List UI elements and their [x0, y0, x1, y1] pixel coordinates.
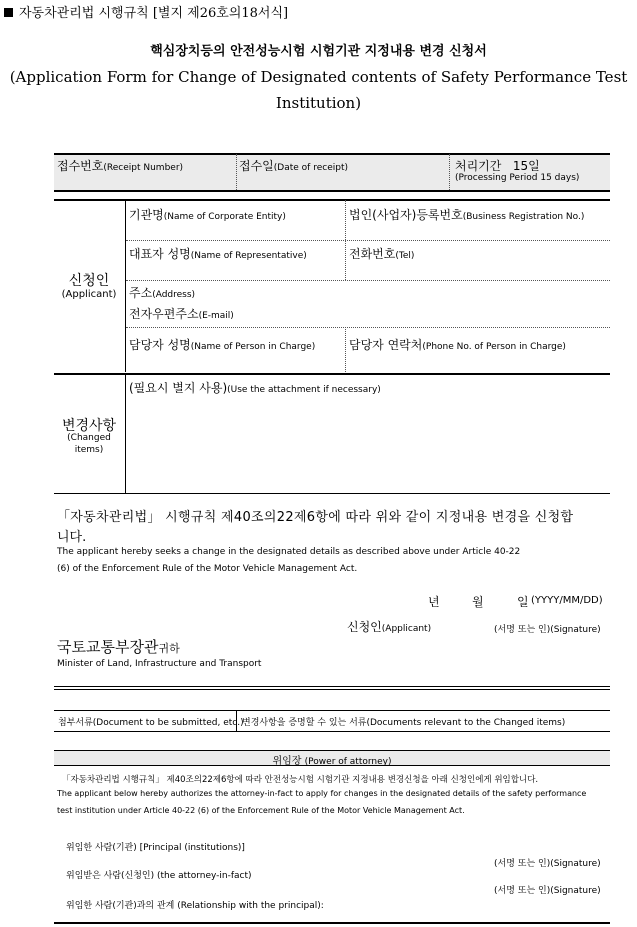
address-field[interactable]: 주소(Address)	[129, 286, 196, 300]
person-in-charge-field[interactable]: 담당자 성명(Name of Person in Charge)	[129, 338, 316, 352]
tel-field[interactable]: 전화번호(Tel)	[349, 247, 415, 261]
person-phone-field[interactable]: 담당자 연락처(Phone No. of Person in Charge)	[349, 338, 566, 352]
business-registration-field[interactable]: 법인(사업자)등록번호(Business Registration No.)	[349, 208, 585, 222]
receipt-number-label: 접수번호(Receipt Number)	[57, 159, 184, 173]
representative-name-field[interactable]: 대표자 성명(Name of Representative)	[129, 247, 307, 261]
form-reference: 자동차관리법 시행규칙 [별지 제26호의18서식]	[4, 2, 288, 21]
recipient-en: Minister of Land, Infrastructure and Transport	[57, 659, 262, 669]
changes-section-label-en1: (Changed	[67, 433, 111, 443]
poa-relationship: 위임한 사람(기관)과의 관계 (Relationship with the principal):	[66, 901, 324, 911]
year-label: 년	[428, 595, 440, 609]
declaration-korean-line2: 니다.	[57, 530, 87, 545]
changes-section-label-en2: items)	[74, 445, 104, 455]
square-bullet-icon	[4, 8, 13, 17]
day-label: 일	[517, 595, 529, 609]
poa-principal: 위임한 사람(기관) [Principal (institutions)]	[66, 843, 245, 853]
title-english-line1: (Application Form for Change of Designated contents of Safety Performance Test	[9, 68, 628, 86]
month-label: 월	[472, 595, 484, 609]
attorney-signature-field[interactable]: (서명 또는 인)(Signature)	[494, 886, 601, 896]
poa-korean-text: 「자동차관리법 시행규칙」 제40조의22제6항에 따라 안전성능시험 시험기관 지정내용 변경신청을 아래 신청인에게 위임합니다.	[62, 775, 539, 785]
attachments-required-docs: 변경사항을 증명할 수 있는 서류(Documents relevant to the Changed items)	[242, 718, 566, 728]
poa-english-line2: test institution under Article 40-22 (6) of the Enforcement Rule of the Motor Vehicle Management Act.	[57, 806, 465, 815]
processing-period-label: 처리기간 15일	[455, 159, 540, 173]
declaration-korean-line1: 「자동차관리법」 시행규칙 제40조의22제6항에 따라 위와 같이 지정내용 변경을 신청합	[57, 510, 574, 525]
poa-attorney: 위임받은 사람(신청인) (the attorney-in-fact)	[66, 871, 252, 881]
date-format-label: (YYYY/MM/DD)	[531, 595, 603, 606]
receipt-date-label: 접수일(Date of receipt)	[239, 159, 348, 173]
applicant-signature-label: 신청인(Applicant)	[347, 620, 432, 634]
applicant-section-label: 신청인	[68, 273, 110, 289]
applicant-section-label-en: (Applicant)	[61, 289, 117, 300]
declaration-english-line2: (6) of the Enforcement Rule of the Motor Vehicle Management Act.	[57, 564, 358, 574]
changes-input-area[interactable]: (필요시 별지 사용)(Use the attachment if necessary)	[129, 381, 381, 395]
title-korean: 핵심장치등의 안전성능시험 시험기관 지정내용 변경 신청서	[150, 44, 487, 59]
principal-signature-field[interactable]: (서명 또는 인)(Signature)	[494, 859, 601, 869]
processing-period-en: (Processing Period 15 days)	[455, 173, 580, 183]
attachments-label: 첨부서류(Document to be submitted, etc.)	[58, 718, 244, 728]
declaration-english-line1: The applicant hereby seeks a change in the designated details as described above under Article 40-22	[57, 547, 521, 557]
poa-title: 위임장 (Power of attorney)	[272, 756, 392, 767]
recipient: 국토교통부장관귀하	[57, 638, 180, 656]
email-field[interactable]: 전자우편주소(E-mail)	[129, 307, 234, 321]
corp-name-field[interactable]: 기관명(Name of Corporate Entity)	[129, 208, 286, 222]
changes-section-label: 변경사항	[61, 418, 117, 434]
title-english-line2: Institution)	[275, 94, 362, 112]
poa-english-line1: The applicant below hereby authorizes the attorney-in-fact to apply for changes in the designated details of the safety performance	[57, 789, 587, 798]
applicant-signature-field[interactable]: (서명 또는 인)(Signature)	[494, 625, 601, 635]
